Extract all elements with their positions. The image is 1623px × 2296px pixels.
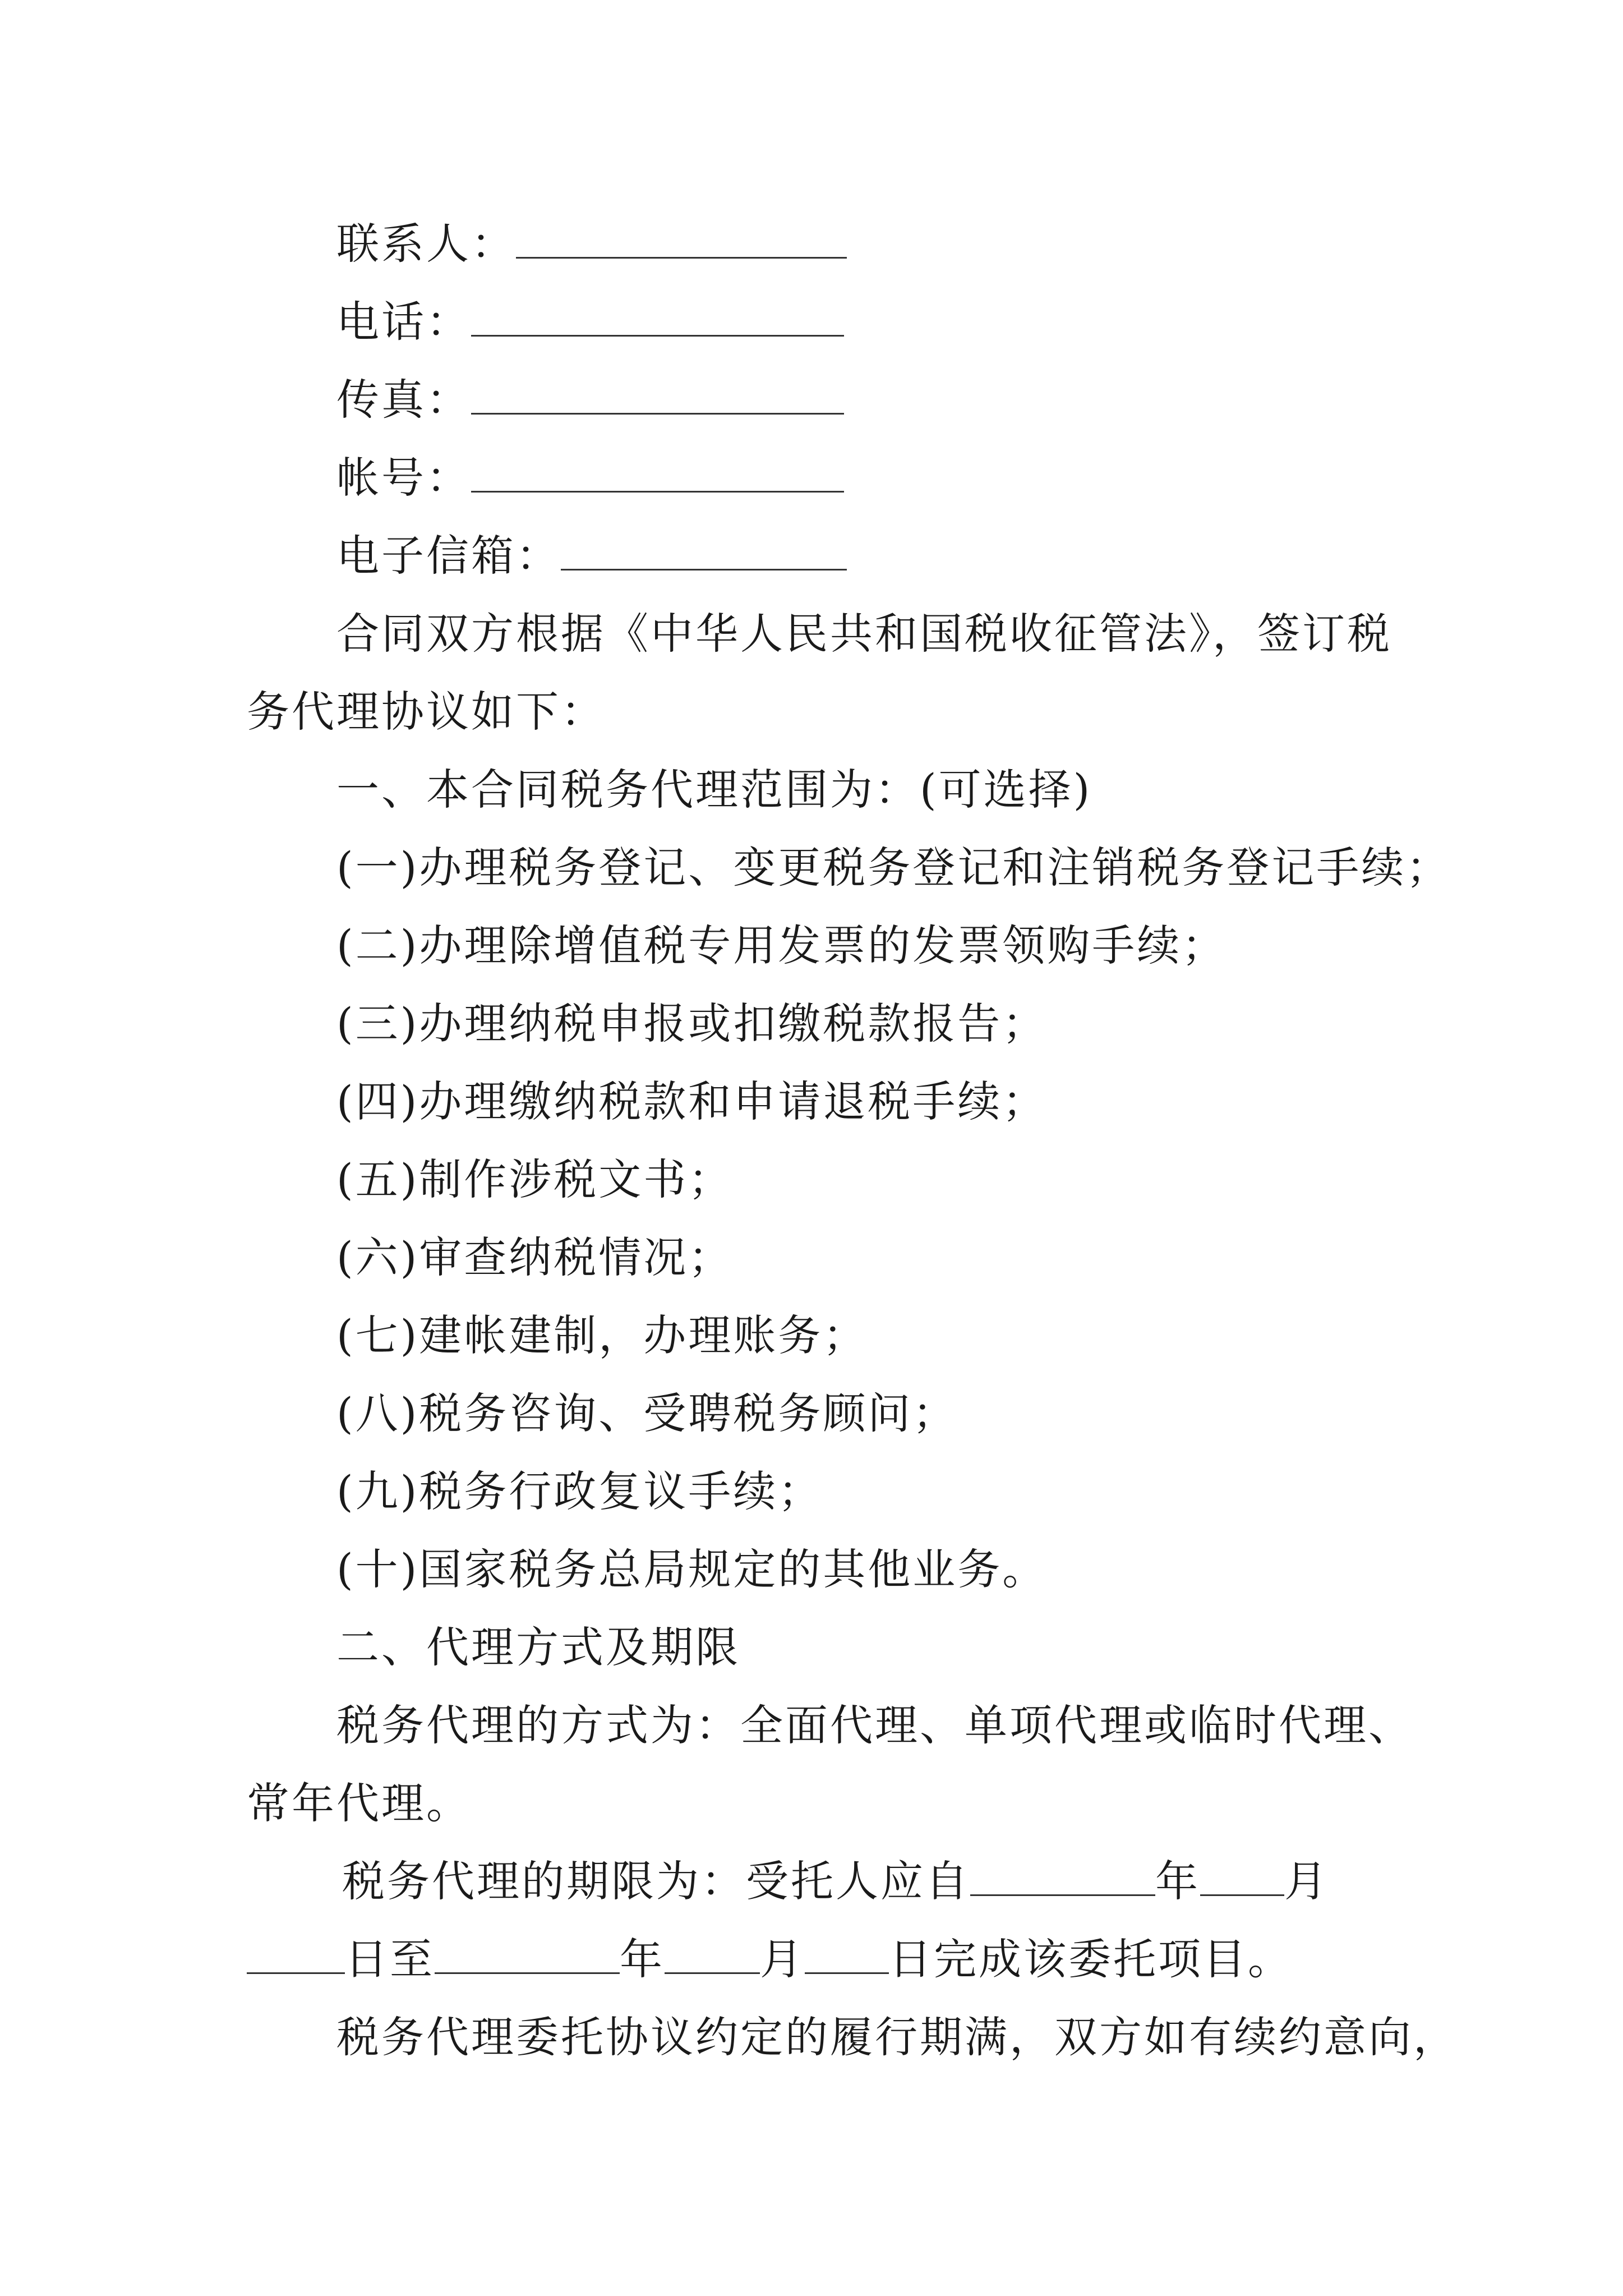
start-day-blank	[247, 1938, 345, 1974]
scope-item: (九)税务行政复议手续；	[336, 1466, 823, 1516]
term-line-1	[342, 1853, 1329, 1910]
start-month-blank	[1200, 1860, 1284, 1896]
end-month-blank	[665, 1938, 760, 1974]
fax-label: 传真：	[336, 375, 471, 425]
phone-blank	[471, 300, 844, 337]
section2-heading: 二、代理方式及期限	[336, 1622, 740, 1672]
method-line-1: 税务代理的方式为：全面代理、单项代理或临时代理、	[336, 1700, 1413, 1750]
scope-item: (二)办理除增值税专用发票的发票领购手续；	[336, 921, 1227, 970]
contact-person-blank	[516, 222, 847, 259]
scope-item: (一)办理税务登记、变更税务登记和注销税务登记手续；	[336, 843, 1451, 892]
scope-item: (七)建帐建制，办理账务；	[336, 1310, 868, 1360]
email-label: 电子信箱：	[336, 531, 561, 581]
phone-label: 电话：	[336, 297, 471, 347]
contact-person-row	[336, 216, 847, 272]
term-intro-text: 税务代理的期限为：受托人应自	[342, 1856, 970, 1906]
intro-line-1: 合同双方根据《中华人民共和国税收征管法》，签订税	[336, 609, 1392, 659]
renewal-line: 税务代理委托协议约定的履行期满，双方如有续约意向，	[336, 2012, 1458, 2062]
account-label: 帐号：	[336, 453, 471, 503]
email-row	[336, 528, 847, 584]
end-year-blank	[435, 1938, 620, 1974]
end-day-blank	[805, 1938, 889, 1974]
term-line-2	[247, 1931, 1293, 1987]
section1-heading: 一、本合同税务代理范围为：(可选择)	[336, 765, 1092, 815]
completion-text: 日完成该委托项目。	[889, 1934, 1293, 1984]
day-to-label: 日至	[345, 1934, 435, 1984]
email-blank	[561, 534, 847, 570]
year-label: 年	[1155, 1856, 1200, 1906]
intro-line-2: 务代理协议如下：	[247, 687, 606, 737]
year-label: 年	[620, 1934, 665, 1984]
scope-item: (六)审查纳税情况；	[336, 1232, 734, 1282]
contact-person-label: 联系人：	[336, 219, 516, 269]
month-label: 月	[1284, 1856, 1329, 1906]
account-row	[336, 450, 844, 506]
fax-row	[336, 372, 844, 428]
start-year-blank	[970, 1860, 1155, 1896]
phone-row	[336, 294, 844, 350]
month-label: 月	[760, 1934, 805, 1984]
scope-item: (五)制作涉税文书；	[336, 1154, 734, 1204]
scope-item: (三)办理纳税申报或扣缴税款报告；	[336, 999, 1048, 1048]
account-blank	[471, 456, 844, 493]
scope-item: (四)办理缴纳税款和申请退税手续；	[336, 1076, 1048, 1126]
scope-item: (十)国家税务总局规定的其他业务。	[336, 1544, 1048, 1594]
fax-blank	[471, 378, 844, 415]
scope-item: (八)税务咨询、受聘税务顾问；	[336, 1388, 958, 1438]
method-line-2: 常年代理。	[247, 1778, 471, 1828]
